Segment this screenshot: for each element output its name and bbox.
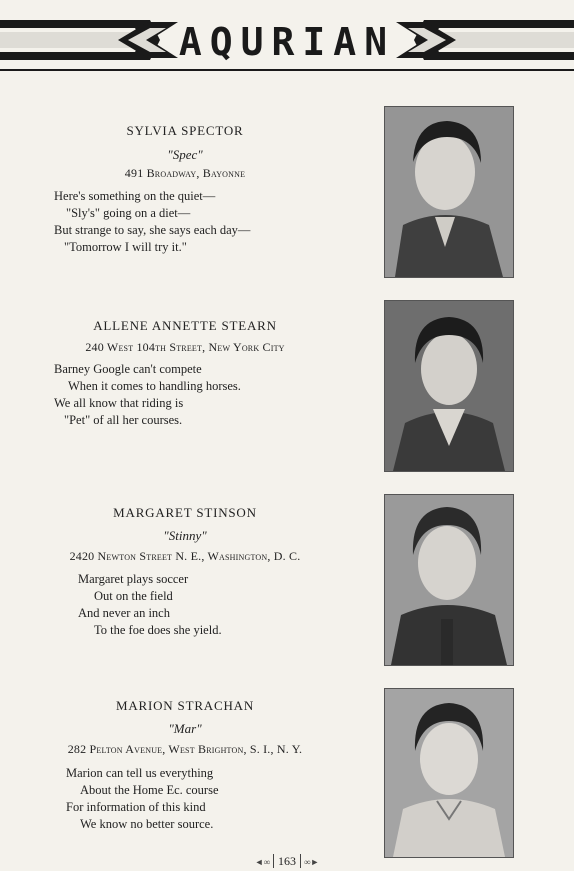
- header-banner: [0, 0, 574, 80]
- verse-line: Margaret plays soccer: [78, 572, 189, 586]
- verse-line: "Pet" of all her courses.: [64, 413, 183, 427]
- student-address: 240 West 104th Street, New York City: [85, 340, 285, 354]
- verse-line: About the Home Ec. course: [80, 783, 219, 797]
- page-number: [0, 854, 574, 869]
- student-address: 2420 Newton Street N. E., Washington, D. C.: [69, 549, 301, 563]
- page-number-ornament-left: ◄∞: [254, 857, 270, 867]
- student-name: ALLENE ANNETTE STEARN: [93, 318, 277, 333]
- verse-line: But strange to say, she says each day—: [54, 223, 251, 237]
- verse-line: And never an inch: [78, 606, 170, 620]
- student-portrait-photo: [384, 300, 514, 472]
- verse-line: For information of this kind: [66, 800, 206, 814]
- verse-line: Barney Google can't compete: [54, 362, 202, 376]
- verse-line: When it comes to handling horses.: [68, 379, 241, 393]
- student-nickname: "Spec": [167, 147, 203, 162]
- verse-line: To the foe does she yield.: [94, 623, 222, 637]
- student-portrait-photo: [384, 688, 514, 858]
- student-address: 282 Pelton Avenue, West Brighton, S. I., N. Y.: [67, 742, 303, 756]
- student-address: 491 Broadway, Bayonne: [124, 166, 246, 180]
- verse-line: "Sly's" going on a diet—: [66, 206, 191, 220]
- page-number-ornament-right: ∞►: [304, 857, 320, 867]
- student-name: SYLVIA SPECTOR: [126, 123, 244, 138]
- page-number-text: 163: [273, 854, 301, 868]
- student-portrait-photo: [384, 106, 514, 278]
- student-nickname: "Mar": [168, 721, 202, 736]
- student-name: MARGARET STINSON: [113, 505, 257, 520]
- verse-line: "Tomorrow I will try it.": [64, 240, 187, 254]
- verse-line: Here's something on the quiet—: [54, 189, 216, 203]
- verse-line: We know no better source.: [80, 817, 214, 831]
- student-portrait-photo: [384, 494, 514, 666]
- header-title: AQURIAN: [178, 20, 396, 64]
- student-nickname: "Stinny": [163, 528, 207, 543]
- verse-line: Out on the field: [94, 589, 173, 603]
- student-name: MARION STRACHAN: [115, 698, 255, 713]
- verse-line: We all know that riding is: [54, 396, 184, 410]
- verse-line: Marion can tell us everything: [66, 766, 214, 780]
